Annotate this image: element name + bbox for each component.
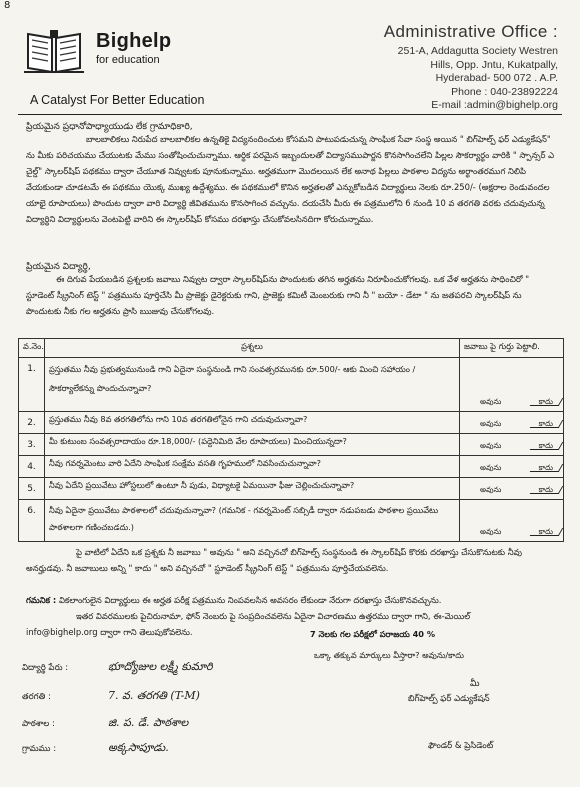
field-label: తరగతి : [22,692,51,702]
eligibility-paragraph: పై వాటిలో ఏదేని ఒక ప్రశ్నకు నీ జవాబు " అవును " అని వచ్చినచో బిగ్‌హెల్ప్ సంస్థనుండి ఈ స్కాలర్‌షిప్ కొరకు దరఖాస్తు చేసుకొనుటకు నీవు అనర్హుడవు. నీ జవాబులు అన్ని " కాదు " అని వచ్చినచో " స్టూడెంట్ స్క్రీనింగ్ టెస్ట్ " పత్రమును పూర్తిచేయవలెను. [26,547,522,573]
table-row [19,478,564,500]
question-text: ప్రస్తుతము నీవు ప్రభుత్వమునుండి గాని ఏదైనా సంస్థనుండి గాని సంవత్సరమునకు రూ.500/- ఆకు మించి సహాయం / సౌకర్యాలేకన్ను పొందుచున్నావా? [45,358,460,412]
note-line [26,592,556,608]
office-line: Hyderabad- 500 072 . A.P. [435,72,558,84]
answer-no: కాదు [538,419,553,428]
brand-name: Bighelp [96,30,172,52]
answer-no: కాదు [538,441,553,450]
bighelp-logo [22,28,172,78]
answer-cell[interactable] [460,456,564,478]
brand-tagline: A Catalyst For Better Education [30,93,205,107]
tick-mark-icon [530,528,564,536]
brand-subtitle: for education [96,54,160,66]
signature-title: ఫౌండర్ & ప్రెసిడెంట్ [428,741,494,751]
marks-question: ఒక్కా తక్కువ మార్కులు వీస్తారా? అవును/కాదు [314,650,464,660]
eligibility-questions-table [18,338,564,542]
book-logo-icon [22,28,86,76]
field-label: విద్యార్థి పేరు : [22,663,69,673]
table-header-row [19,339,564,358]
student-greeting: ప్రియమైన విద్యార్థి, [26,262,91,272]
row-number: 3. [19,434,45,456]
answer-cell[interactable] [460,500,564,542]
corner-mark: 8 [4,0,11,11]
field-label: గ్రామము : [22,744,57,754]
answer-cell[interactable] [460,434,564,456]
row-number: 4. [19,456,45,478]
answer-cell[interactable] [460,412,564,434]
answer-yes: అవును [480,485,502,494]
question-text: నీవు ఏదేని ప్రయివేటు హోస్టలులో ఉంటూ నీ పుడు, విధ్యాటకై ఏమయినా ఫీజు చెల్లించుచున్నావా? [45,478,460,500]
answer-yes: అవును [480,397,502,406]
answer-yes: అవును [480,441,502,450]
row-number: 1. [19,358,45,412]
header-divider [18,114,562,115]
answer-no: కాదు [538,527,553,536]
office-email: E-mail :admin@bighelp.org [431,99,558,111]
question-text: నీవు గవర్నమెంటు వారి ఏదేని సాంఘిక సంక్షేమ వసతి గృహములో నివసించుచున్నావా? [45,456,460,478]
table-row [19,412,564,434]
column-header-answer: జవాబు పై గుర్తు పెట్టాలి. [460,339,564,358]
answer-yes: అవును [480,527,502,536]
row-number: 2. [19,412,45,434]
row-number: 5. [19,478,45,500]
signature-yours: మీ [470,679,480,689]
salutation: ప్రియమైన ప్రధానోపాధ్యాయుడు లేక గ్రామాధికారి, [26,122,193,132]
answer-no: కాదు [538,463,553,472]
question-text: మీ కుటుంబ సంవత్సరాదాయం రూ.18,000/- (పద్దెనిమిది వేల రూపాయలు) మించియున్నదా? [45,434,460,456]
column-header-questions: ప్రశ్నలు [45,339,460,358]
table-row [19,500,564,542]
field-value: అక్కసాపూడు. [108,741,169,754]
office-address-block [368,22,558,113]
answer-cell[interactable] [460,358,564,412]
table-row [19,434,564,456]
table-row [19,456,564,478]
contact-paragraph: ఇతర వివరములకు పైచిరునామా, ఫోన్ నెంబరు పై సంప్రదించవలెను ఏదైనా విచారణము ఉత్తరము ద్వారా గాని, ఈ-మెయిల్ [76,611,471,621]
school-field [22,716,188,732]
office-title: Administrative Office : [383,22,558,41]
intro-paragraph: బాలబాలికలు నిరుపేద బాలబాలికల ఉన్నతికై విద్యనందించుట కోసమని పాటుపడుచున్న సాంఘిక సేవా సంస్థ అయిన " బిగ్‌హెల్ప్ ఫర్ ఎడ్యుకేషన్" ను మీకు పరిచయము చేయుటకు మేము సంతోషించుచున్నాము. ఆర్థిక పరమైన ఇబ్బందులతో విద్యాసముపార్జన కొనసాగించలేని పిల్లల సౌకర్యార్థం వారికి " స్పాన్సర్ ఎ చైల్డ్" స్కాలర్‌షిప్ పథకము ద్వారా చేయూత నివ్వుటకు పూనుకున్నాము. అర్హతముగా మొదలయిన లేక అనాథ పిల్లలు పాఠశాల విద్యను అర్థాంతరముగ నిలిపి వేయకుండా చూడటమే ఈ పథకము యొక్క ముఖ్య ఉద్దేశ్యము. ఈ పథకములో కొనిన అర్హతలతో ఎన్నుకోబడిన విద్యార్థులు నెలకు రూ.250/- (అక్షరాల రెండువందల యాభై రూపాయలు) పొందుట ద్వారా వారి విద్యార్థి జీవితమును కొనసాగించ వచ్చును. దయచేసి మీరు ఈ పత్రములోని 6 నుండి 10 వ తరగతి వరకు చదువుచున్న విద్యార్థిని విద్యార్థులను వెంటపెట్టి వారిని ఈ స్కాలర్‌షిప్ కోసము దరఖాస్తు చేసుకోవలసినదిగా కోరుచున్నాము. [26,134,555,224]
instruction-paragraph: ఈ దిగువ పేయబడిన ప్రశ్నలకు జవాబు నివ్వుట ద్వారా స్కాలర్‌షిప్‌ను పొందుటకు తగిన అర్హతను నిరూపించుకోగలవు. ఒక వేళ అర్హతను సాధించిరో " స్టూడెంట్ స్క్రీనింగ్ టెస్ట్ " పత్రమును పూర్తిచేసి మీ ప్రాజెక్టు డైరెక్టరుకు గాని, ప్రాజెక్టు కమిటీ మెంబరుకు గాని నీ " బయో - డేటా " ను జతపరచి స్కాలర్‌షిప్ ను పొందుటకు నీకు గల అర్హతను ప్రాసి ఋజువు చేసుకోగలవు. [26,274,530,316]
office-line: Hills, Opp. Jntu, Kukatpally, [430,58,558,71]
question-text: ప్రస్తుతము నీవు 8వ తరగతిలోను గాని 10వ తరగతిలోనైన గాని చదువుచున్నావా? [45,412,460,434]
student-name-field [22,660,213,676]
note-text: వికలాంగులైన విద్యార్థులు ఈ అర్హత పరీక్ష పత్రమును నింపవలసిన అవసరం లేకుండా నేరుగా దరఖాస్తు చేసుకొనవచ్చును. [58,595,442,605]
answer-cell[interactable] [460,478,564,500]
field-label: పాఠశాల : [22,719,55,729]
note-label: గమనిక : [26,595,57,605]
tick-mark-icon [530,398,564,406]
column-header-number: వ.నెం. [19,339,45,358]
village-field [22,741,169,757]
tick-mark-icon [530,464,564,472]
answer-yes: అవును [480,419,502,428]
answer-no: కాదు [538,485,553,494]
tick-mark-icon [530,420,564,428]
answer-no: కాదు [538,397,553,406]
field-value: జి. ప. డే. పాఠశాల [108,716,189,729]
answer-yes: అవును [480,463,502,472]
row-number: 6. [19,500,45,542]
handwritten-pass-note: 7 నెలకు గల పరీక్షలో పరాజయ 40 % [310,629,436,639]
field-value: భూద్యోజుల లక్ష్మీ కుమారి [108,660,213,673]
question-text: నీవు ఏదైనా ప్రయివేటు పాఠశాలలో చదువుచున్నావా? (గమనిక - గవర్నమెంట్ సబ్సిడీ ద్వారా నడుపబడు పాఠశాల ప్రయివేటు పాఠశాలగా గణించబడదు.) [45,500,460,542]
tick-mark-icon [530,442,564,450]
office-line: 251-A, Addagutta Society Westren [397,45,558,57]
class-field [22,689,200,705]
office-phone: Phone : 040-23892224 [451,85,558,98]
table-row [19,358,564,412]
signature-organization: బిగ్‌హెల్ప్ ఫర్ ఎడ్యుకేషన్ [408,694,490,704]
contact-email-line: info@bighelp.org ద్వారా గాని తెలుపుకోవలెను. [26,627,193,637]
tick-mark-icon [530,486,564,494]
field-value: 7. వ. తరగతి (T-M) [108,689,200,702]
